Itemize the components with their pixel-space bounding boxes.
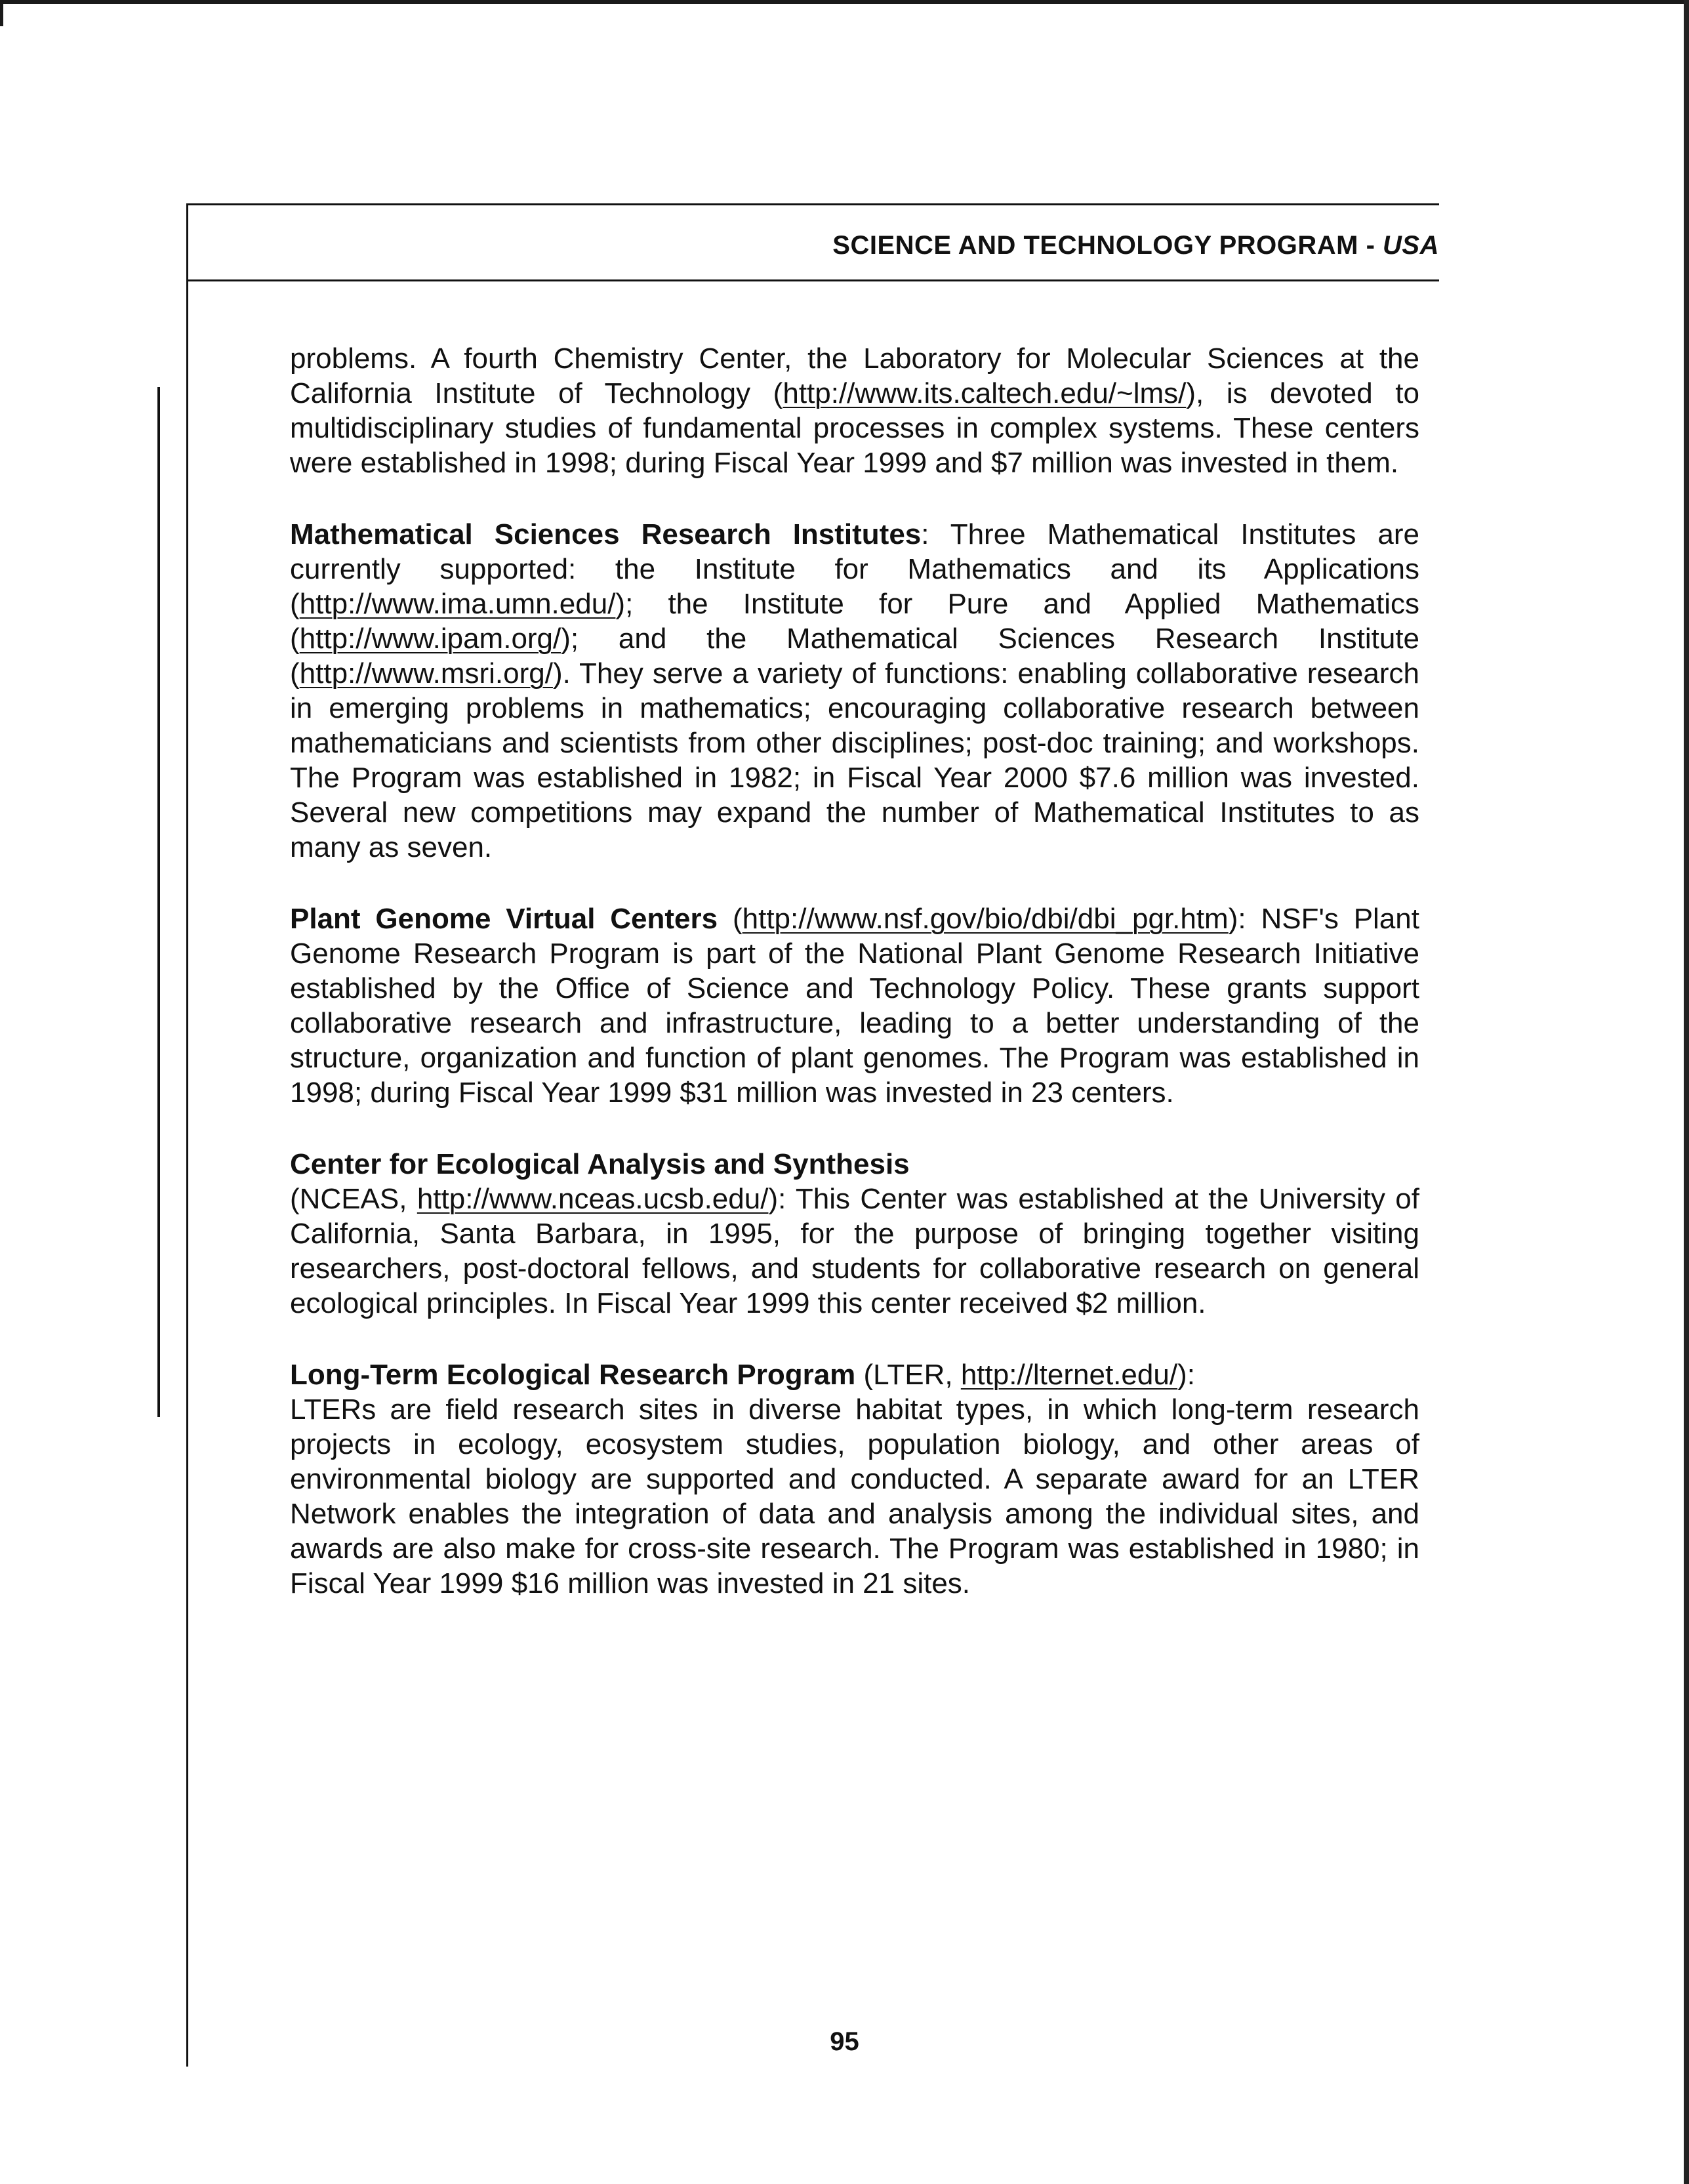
header-country: USA — [1383, 231, 1439, 260]
paragraph-text: ); and the Mathematical Sciences Research Institute ( — [290, 623, 1419, 690]
paragraph-text: ): This Center was established at the University of California, Santa Barbara, in 1995, for the purpose of bringing together visiting researchers, post-doctoral fellows, and students for collaborative research on general ecological principles. In Fiscal Year 1999 this center received $2 million. — [290, 1183, 1419, 1319]
nceas-link[interactable]: http://www.nceas.ucsb.edu/ — [417, 1183, 769, 1215]
nsf-pgr-link[interactable]: http://www.nsf.gov/bio/dbi/dbi_pgr.htm — [742, 903, 1229, 935]
paragraph-text: : Three Mathematical Institutes are currently supported: the Institute for Mathematics and its Applications ( — [290, 518, 1420, 620]
header-title: SCIENCE AND TECHNOLOGY PROGRAM - — [832, 231, 1375, 260]
scan-edge-left — [0, 0, 3, 26]
paragraph-text: ). They serve a variety of functions: enabling collaborative research in emerging problems in mathematics; encouraging collaborative research between mathematicians and scientists from other disciplines; post-doc training; and workshops. The Program was established in 1982; in Fiscal Year 2000 $7.6 million was invested. Several new competitions may expand the number of Mathematical Institutes to as many as seven. — [290, 657, 1419, 863]
msri-link[interactable]: http://www.msri.org/ — [299, 657, 553, 690]
paragraph-lter — [290, 1357, 1419, 1601]
paragraph-nceas — [290, 1147, 1419, 1321]
section-heading: Plant Genome Virtual Centers — [290, 903, 718, 935]
page-frame-top-rule — [186, 203, 1439, 205]
paragraph-text: ): — [1177, 1359, 1195, 1391]
lternet-link[interactable]: http://lternet.edu/ — [960, 1359, 1178, 1391]
paragraph-text: ): NSF's Plant Genome Research Program is part of the National Plant Genome Research Initiative established by the Office of Science and Technology Policy. These grants support collaborative research and infrastructure, leading to a better understanding of the structure, organization and function of plant genomes. The Program was established in 1998; during Fiscal Year 1999 $31 million was invested in 23 centers. — [290, 903, 1419, 1109]
section-heading: Center for Ecological Analysis and Synthesis — [290, 1148, 910, 1180]
section-heading: Long-Term Ecological Research Program — [290, 1359, 856, 1391]
scan-edge-top — [0, 0, 1689, 4]
paragraph-text: ), is devoted to multidisciplinary studies of fundamental processes in complex systems. These centers were established in 1998; during Fiscal Year 1999 and $7 million was invested in them. — [290, 377, 1419, 479]
paragraph-text: problems. A fourth Chemistry Center, the Laboratory for Molecular Sciences at the California Institute of Technology ( — [290, 342, 1419, 409]
paragraph-text: ( — [718, 903, 743, 935]
paragraph-text: (LTER, — [855, 1359, 961, 1391]
paragraph-chemistry-center — [290, 341, 1419, 480]
caltech-link[interactable]: http://www.its.caltech.edu/~lms/ — [783, 377, 1187, 409]
paragraph-plant-genome — [290, 901, 1419, 1110]
running-header — [832, 231, 1439, 260]
ima-link[interactable]: http://www.ima.umn.edu/ — [299, 588, 616, 620]
paragraph-text: (NCEAS, — [290, 1183, 417, 1215]
ipam-link[interactable]: http://www.ipam.org/ — [299, 623, 561, 655]
paragraph-text: LTERs are field research sites in diverse habitat types, in which long-term research projects in ecology, ecosystem studies, population biology, and other areas of environmental biology are supported and conducted. A separate award for an LTER Network enables the integration of data and analysis among the individual sites, and awards are also make for cross-site research. The Program was established in 1980; in Fiscal Year 1999 $16 million was invested in 21 sites. — [290, 1393, 1419, 1599]
margin-change-bar — [157, 387, 160, 1417]
paragraph-text: ); the Institute for Pure and Applied Mathematics ( — [290, 588, 1419, 655]
header-rule — [186, 279, 1439, 281]
section-heading: Mathematical Sciences Research Institutes — [290, 518, 922, 550]
page-frame-left-rule — [186, 203, 188, 2067]
page-number: 95 — [830, 2027, 859, 2056]
body-text — [290, 341, 1419, 1638]
paragraph-math-institutes — [290, 517, 1419, 865]
scan-edge-right — [1684, 0, 1689, 2184]
